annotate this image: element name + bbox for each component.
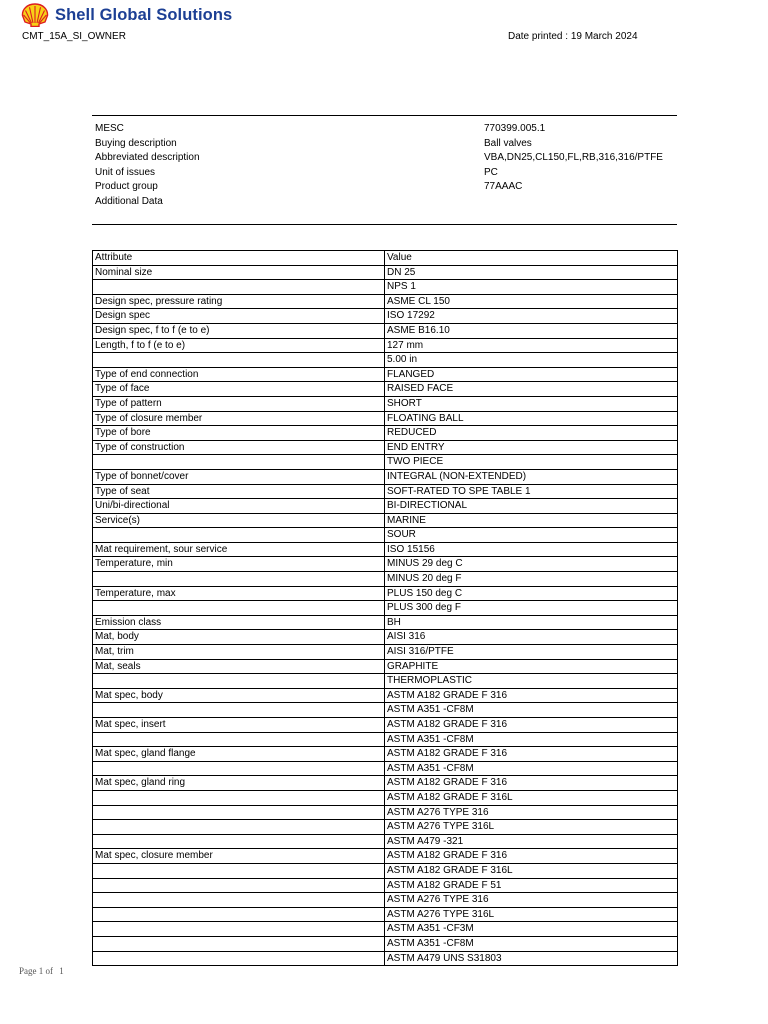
cell-value: RAISED FACE — [385, 382, 678, 397]
cell-value: BI-DIRECTIONAL — [385, 499, 678, 514]
table-row — [93, 440, 678, 455]
table-row — [93, 645, 678, 660]
cell-value: FLOATING BALL — [385, 411, 678, 426]
cell-value: ASTM A182 GRADE F 316 — [385, 849, 678, 864]
table-row — [93, 542, 678, 557]
meta-value — [484, 195, 675, 210]
cell-attribute: Type of construction — [93, 440, 385, 455]
meta-row — [95, 122, 675, 137]
header-logo — [21, 3, 232, 27]
table-row — [93, 309, 678, 324]
cell-value: ASTM A276 TYPE 316 — [385, 893, 678, 908]
table-row — [93, 630, 678, 645]
table-row — [93, 265, 678, 280]
table-row — [93, 557, 678, 572]
cell-attribute: Service(s) — [93, 513, 385, 528]
header-value: Value — [385, 251, 678, 266]
table-row — [93, 674, 678, 689]
meta-section — [95, 122, 675, 210]
meta-value: Ball valves — [484, 137, 532, 149]
table-row — [93, 484, 678, 499]
cell-value: 127 mm — [385, 338, 678, 353]
cell-value: ISO 17292 — [385, 309, 678, 324]
table-row — [93, 718, 678, 733]
cell-attribute: Mat spec, closure member — [93, 849, 385, 864]
meta-label: Additional Data — [95, 195, 163, 207]
table-row — [93, 280, 678, 295]
table-row — [93, 863, 678, 878]
cell-attribute: Mat, trim — [93, 645, 385, 660]
cell-value: MINUS 29 deg C — [385, 557, 678, 572]
table-row — [93, 586, 678, 601]
date-printed: Date printed : 19 March 2024 — [508, 31, 638, 42]
cell-value: ASTM A479 UNS S31803 — [385, 951, 678, 966]
cell-value: INTEGRAL (NON-EXTENDED) — [385, 469, 678, 484]
divider-top — [92, 115, 677, 116]
table-row — [93, 615, 678, 630]
cell-value: PLUS 150 deg C — [385, 586, 678, 601]
cell-value: PLUS 300 deg F — [385, 601, 678, 616]
meta-value: 770399.005.1 — [484, 123, 546, 134]
cell-attribute: Mat, seals — [93, 659, 385, 674]
table-row — [93, 411, 678, 426]
cell-value: ASTM A276 TYPE 316 — [385, 805, 678, 820]
cell-attribute — [93, 528, 385, 543]
cell-value: FLANGED — [385, 367, 678, 382]
cell-value: ASTM A276 TYPE 316L — [385, 820, 678, 835]
cell-value: TWO PIECE — [385, 455, 678, 470]
table-row — [93, 805, 678, 820]
cell-value: ASTM A276 TYPE 316L — [385, 907, 678, 922]
meta-value: PC — [484, 166, 498, 178]
cell-value: ASTM A182 GRADE F 316L — [385, 790, 678, 805]
meta-row — [95, 151, 675, 166]
shell-pecten-icon — [21, 3, 49, 27]
cell-value: ASTM A351 -CF8M — [385, 761, 678, 776]
cell-value: ASTM A351 -CF8M — [385, 936, 678, 951]
cell-attribute: Type of closure member — [93, 411, 385, 426]
table-row — [93, 703, 678, 718]
cell-value: GRAPHITE — [385, 659, 678, 674]
table-row — [93, 951, 678, 966]
cell-attribute — [93, 455, 385, 470]
cell-attribute — [93, 703, 385, 718]
meta-value: VBA,DN25,CL150,FL,RB,316,316/PTFE — [484, 152, 663, 164]
table-row — [93, 659, 678, 674]
table-row — [93, 849, 678, 864]
table-row — [93, 396, 678, 411]
meta-label: Unit of issues — [95, 166, 156, 178]
cell-attribute — [93, 951, 385, 966]
cell-attribute — [93, 834, 385, 849]
cell-attribute: Type of seat — [93, 484, 385, 499]
table-row — [93, 528, 678, 543]
table-row — [93, 294, 678, 309]
cell-attribute: Design spec, pressure rating — [93, 294, 385, 309]
cell-attribute: Type of face — [93, 382, 385, 397]
table-row — [93, 323, 678, 338]
cell-attribute — [93, 820, 385, 835]
cell-attribute: Mat requirement, sour service — [93, 542, 385, 557]
meta-row — [95, 166, 675, 181]
table-row — [93, 747, 678, 762]
meta-row — [95, 195, 675, 210]
cell-attribute — [93, 922, 385, 937]
meta-label: Product group — [95, 181, 158, 193]
meta-value: 77AAAC — [484, 181, 523, 193]
table-row — [93, 820, 678, 835]
cell-attribute: Mat spec, insert — [93, 718, 385, 733]
table-row — [93, 601, 678, 616]
page-total: 1 — [59, 966, 64, 976]
table-row — [93, 572, 678, 587]
cell-value: ISO 15156 — [385, 542, 678, 557]
cell-attribute — [93, 878, 385, 893]
cell-attribute — [93, 863, 385, 878]
cell-attribute: Design spec — [93, 309, 385, 324]
cell-value: MINUS 20 deg F — [385, 572, 678, 587]
cell-attribute — [93, 353, 385, 368]
table-row — [93, 893, 678, 908]
table-row — [93, 455, 678, 470]
cell-attribute — [93, 893, 385, 908]
table-row — [93, 776, 678, 791]
cell-value: ASTM A182 GRADE F 316 — [385, 718, 678, 733]
cell-value: AISI 316 — [385, 630, 678, 645]
cell-value: ASTM A182 GRADE F 316L — [385, 863, 678, 878]
meta-row — [95, 180, 675, 195]
cell-attribute — [93, 907, 385, 922]
cell-value: ASME CL 150 — [385, 294, 678, 309]
page-footer — [19, 966, 68, 976]
cell-value: DN 25 — [385, 265, 678, 280]
table-row — [93, 367, 678, 382]
table-row — [93, 469, 678, 484]
cell-attribute — [93, 601, 385, 616]
table-row — [93, 513, 678, 528]
cell-attribute: Design spec, f to f (e to e) — [93, 323, 385, 338]
cell-value: ASTM A182 GRADE F 51 — [385, 878, 678, 893]
cell-value: SOFT-RATED TO SPE TABLE 1 — [385, 484, 678, 499]
table-row — [93, 353, 678, 368]
cell-value: ASTM A351 -CF3M — [385, 922, 678, 937]
cell-attribute — [93, 790, 385, 805]
table-row — [93, 732, 678, 747]
cell-attribute: Type of end connection — [93, 367, 385, 382]
cell-value: ASTM A479 -321 — [385, 834, 678, 849]
cell-attribute: Length, f to f (e to e) — [93, 338, 385, 353]
cell-attribute: Temperature, max — [93, 586, 385, 601]
cell-value: ASME B16.10 — [385, 323, 678, 338]
cell-attribute — [93, 732, 385, 747]
cell-attribute: Nominal size — [93, 265, 385, 280]
cell-attribute: Temperature, min — [93, 557, 385, 572]
cell-value: ASTM A351 -CF8M — [385, 732, 678, 747]
cell-value: THERMOPLASTIC — [385, 674, 678, 689]
meta-label: Abbreviated description — [95, 152, 200, 164]
table-row — [93, 922, 678, 937]
meta-label: Buying description — [95, 137, 177, 149]
cell-value: BH — [385, 615, 678, 630]
table-row — [93, 761, 678, 776]
table-row — [93, 936, 678, 951]
table-row — [93, 907, 678, 922]
table-row — [93, 688, 678, 703]
cell-attribute — [93, 572, 385, 587]
meta-row — [95, 137, 675, 152]
cell-attribute: Type of bonnet/cover — [93, 469, 385, 484]
cell-attribute: Emission class — [93, 615, 385, 630]
attributes-table — [92, 250, 678, 966]
cell-value: MARINE — [385, 513, 678, 528]
cell-attribute: Mat, body — [93, 630, 385, 645]
cell-value: SHORT — [385, 396, 678, 411]
table-row — [93, 499, 678, 514]
table-row — [93, 834, 678, 849]
table-row — [93, 382, 678, 397]
cell-value: ASTM A182 GRADE F 316 — [385, 688, 678, 703]
cell-attribute: Type of pattern — [93, 396, 385, 411]
header-attribute: Attribute — [93, 251, 385, 266]
document-code: CMT_15A_SI_OWNER — [22, 31, 126, 42]
cell-value: ASTM A182 GRADE F 316 — [385, 776, 678, 791]
cell-value: REDUCED — [385, 426, 678, 441]
cell-attribute: Type of bore — [93, 426, 385, 441]
cell-value: 5.00 in — [385, 353, 678, 368]
cell-attribute: Uni/bi-directional — [93, 499, 385, 514]
cell-value: END ENTRY — [385, 440, 678, 455]
meta-label: MESC — [95, 123, 124, 134]
cell-value: SOUR — [385, 528, 678, 543]
cell-attribute — [93, 761, 385, 776]
cell-attribute — [93, 280, 385, 295]
table-row — [93, 790, 678, 805]
cell-value: AISI 316/PTFE — [385, 645, 678, 660]
table-row — [93, 878, 678, 893]
cell-value: NPS 1 — [385, 280, 678, 295]
cell-attribute — [93, 936, 385, 951]
table-row — [93, 426, 678, 441]
cell-attribute: Mat spec, gland ring — [93, 776, 385, 791]
table-row — [93, 338, 678, 353]
cell-attribute: Mat spec, gland flange — [93, 747, 385, 762]
brand-name: Shell Global Solutions — [55, 5, 233, 24]
page-label: Page 1 of — [19, 966, 53, 976]
divider-bottom — [92, 224, 677, 225]
table-header-row — [93, 251, 678, 266]
cell-attribute — [93, 805, 385, 820]
cell-value: ASTM A351 -CF8M — [385, 703, 678, 718]
cell-value: ASTM A182 GRADE F 316 — [385, 747, 678, 762]
cell-attribute: Mat spec, body — [93, 688, 385, 703]
cell-attribute — [93, 674, 385, 689]
